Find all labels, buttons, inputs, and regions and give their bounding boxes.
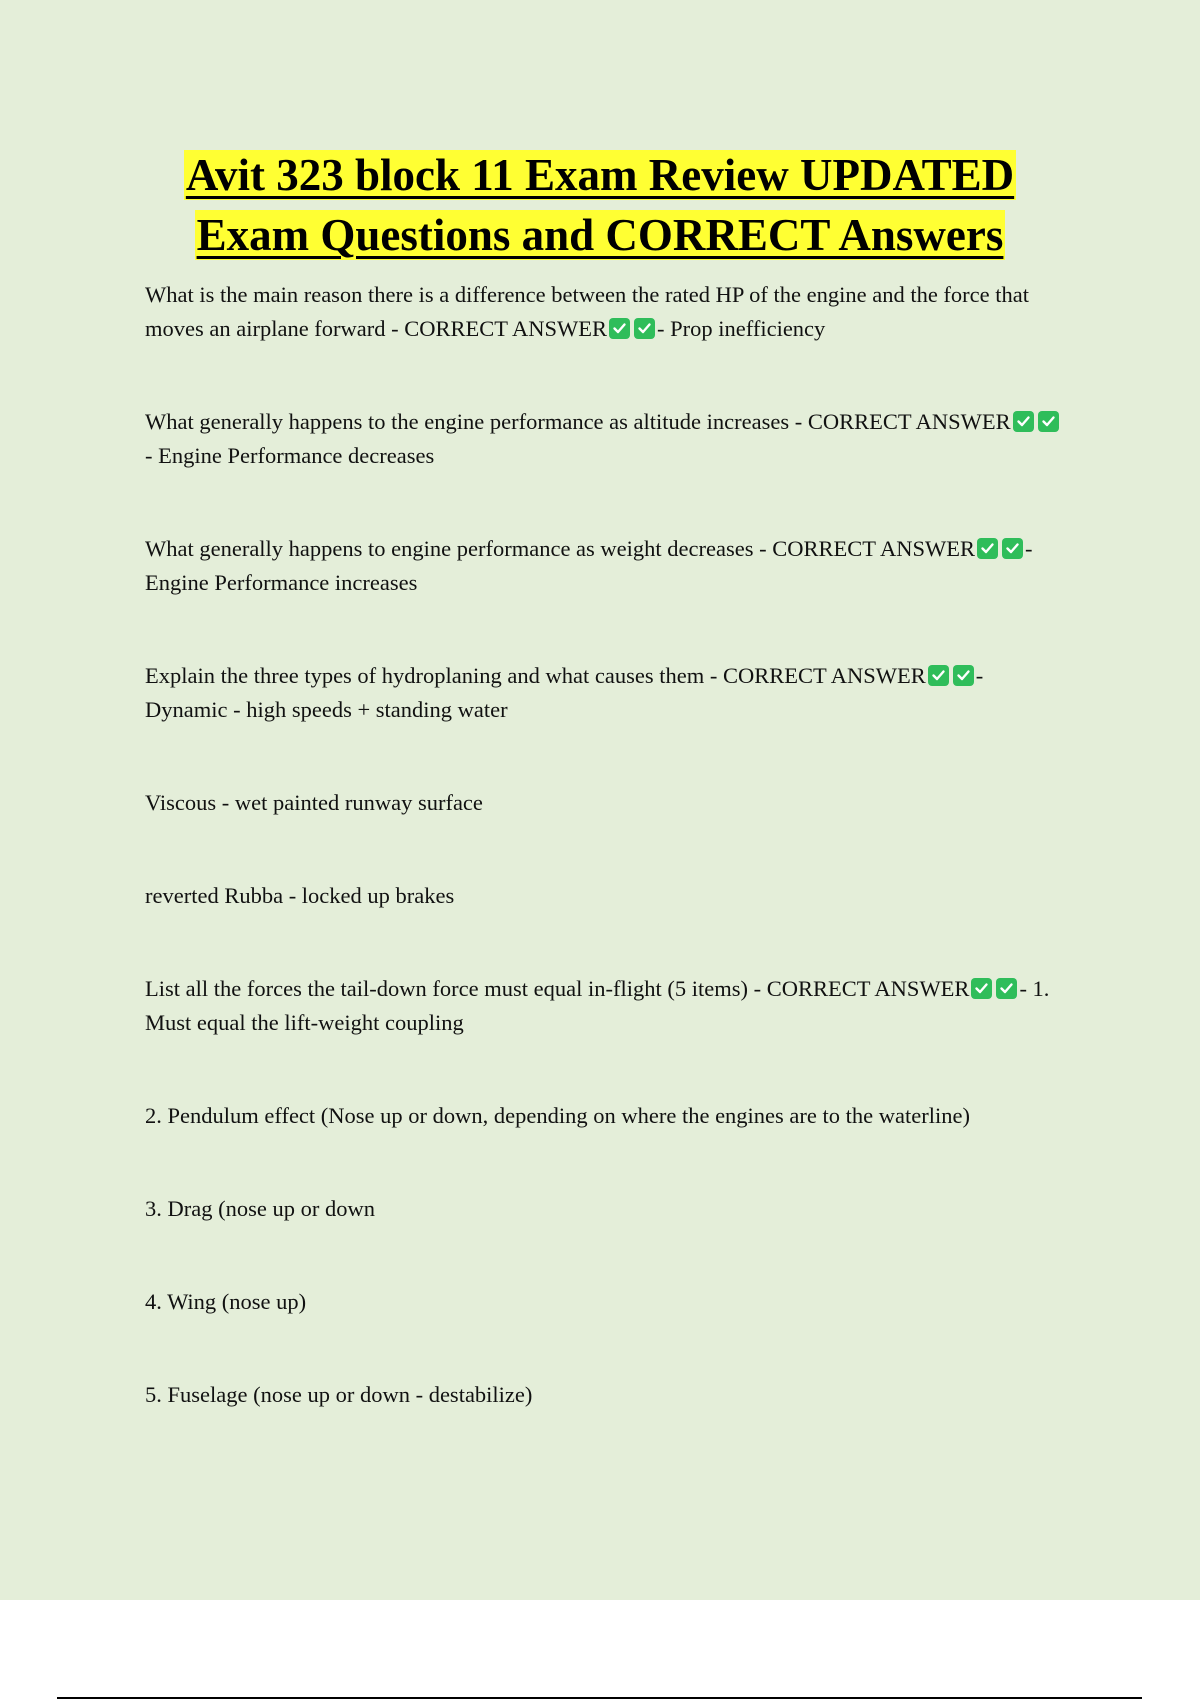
- document-title: [0, 145, 1200, 265]
- question-text: Explain the three types of hydroplaning and what causes them - CORRECT ANSWER: [145, 663, 926, 688]
- qa-entry: [145, 405, 1065, 473]
- qa-entry: [145, 278, 1065, 346]
- footer-divider: [57, 1697, 1142, 1699]
- qa-entry: Viscous - wet painted runway surface: [145, 790, 483, 815]
- answer-text: - Engine Performance increases: [145, 536, 1033, 595]
- check-icon: [928, 665, 949, 686]
- answer-text: - Engine Performance decreases: [145, 443, 435, 468]
- check-icon: [971, 978, 992, 999]
- check-icon: [609, 318, 630, 339]
- qa-entry: [145, 532, 1065, 600]
- qa-entry: 4. Wing (nose up): [145, 1289, 307, 1314]
- qa-entry: reverted Rubba - locked up brakes: [145, 883, 455, 908]
- check-icon: [996, 978, 1017, 999]
- answer-text: - Prop inefficiency: [657, 316, 826, 341]
- qa-content: [145, 278, 1065, 1412]
- check-icon: [1038, 411, 1059, 432]
- question-text: What is the main reason there is a difference between the rated HP of the engine and the force that moves an airplane forward - CORRECT ANSWER: [145, 282, 1030, 341]
- check-icon: [953, 665, 974, 686]
- question-text: What generally happens to engine performance as weight decreases - CORRECT ANSWER: [145, 536, 975, 561]
- question-text: What generally happens to the engine performance as altitude increases - CORRECT ANSWER: [145, 409, 1011, 434]
- check-icon: [1013, 411, 1034, 432]
- qa-entry: 3. Drag (nose up or down: [145, 1196, 375, 1221]
- qa-entry: 5. Fuselage (nose up or down - destabilize): [145, 1382, 533, 1407]
- title-line-1: Avit 323 block 11 Exam Review UPDATED: [185, 150, 1015, 200]
- check-icon: [634, 318, 655, 339]
- answer-text: - Dynamic - high speeds + standing water: [145, 663, 984, 722]
- question-text: List all the forces the tail-down force must equal in-flight (5 items) - CORRECT ANSWER: [145, 976, 970, 1001]
- check-icon: [977, 538, 998, 559]
- answer-text: - 1. Must equal the lift-weight coupling: [145, 976, 1050, 1035]
- check-icon: [1002, 538, 1023, 559]
- title-line-2: Exam Questions and CORRECT Answers: [196, 210, 1004, 260]
- qa-entry: 2. Pendulum effect (Nose up or down, depending on where the engines are to the waterline): [145, 1103, 970, 1128]
- qa-entry: [145, 659, 1065, 727]
- qa-entry: [145, 972, 1065, 1040]
